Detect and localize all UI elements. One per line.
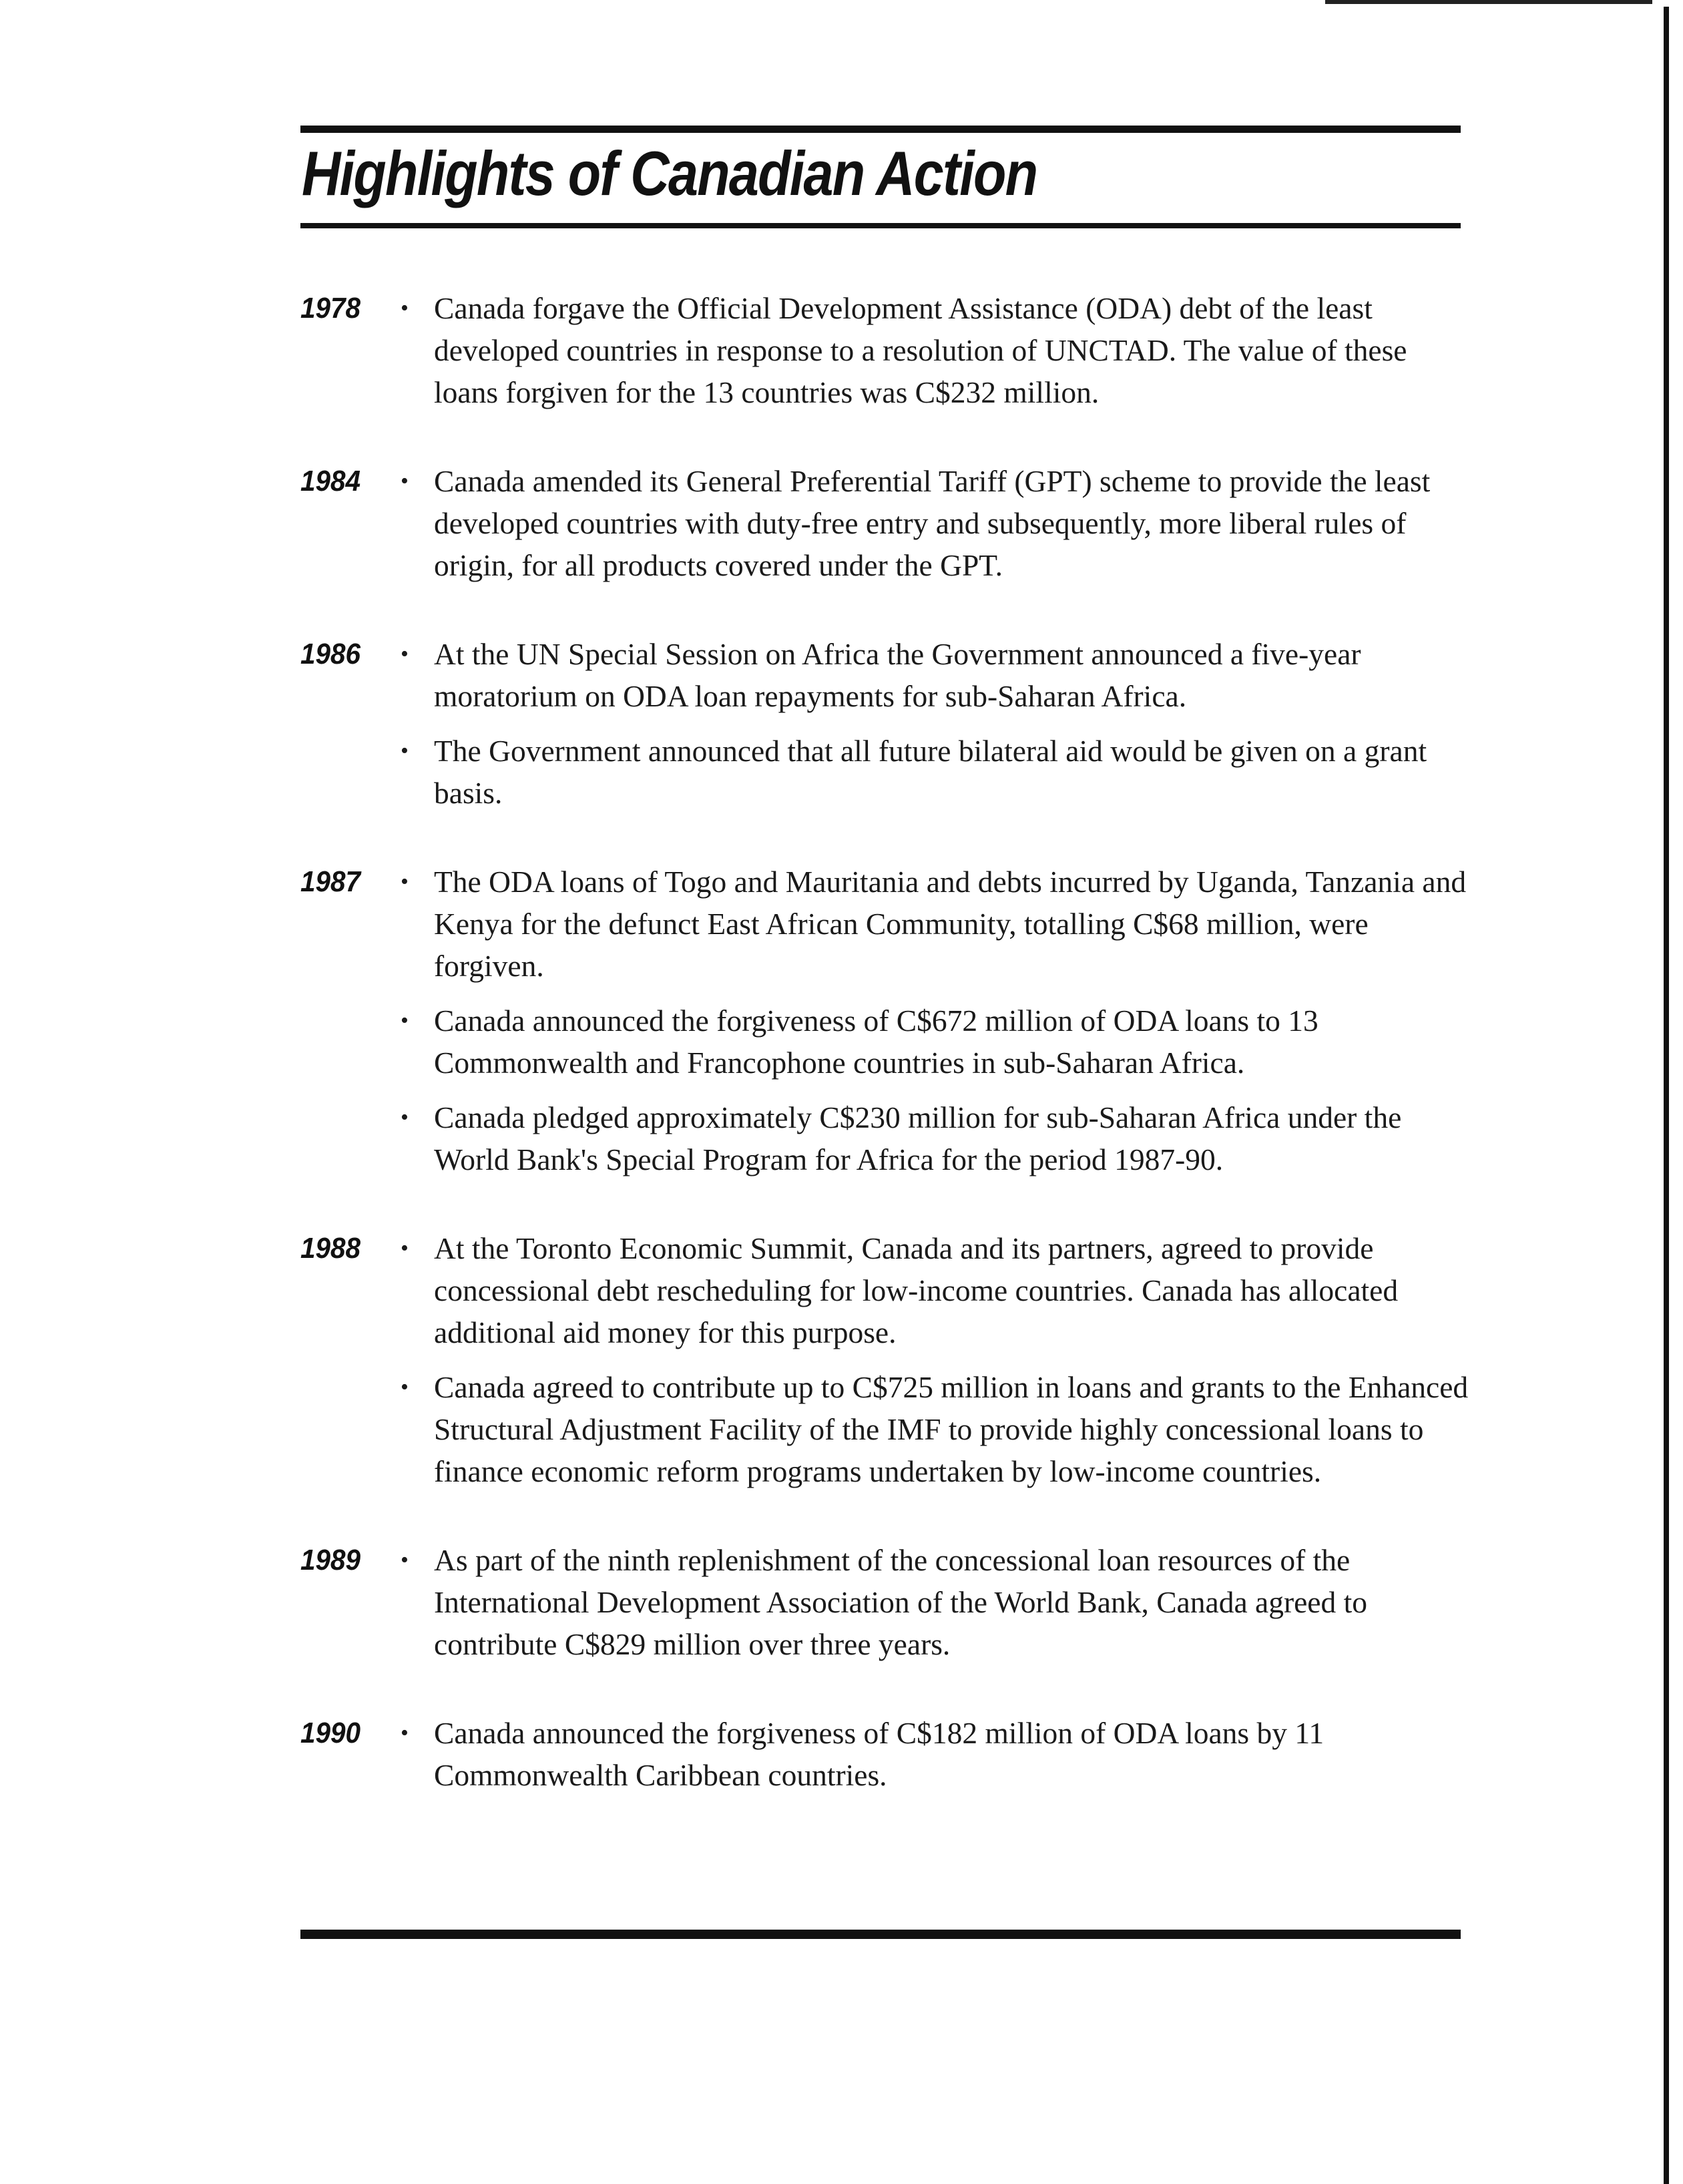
item-text: Canada amended its General Preferential Tariff (GPT) scheme to provide the least developed countries with duty-free entry and subsequently, more liberal rules of origin, for all products covered under the GPT. (434, 464, 1431, 582)
year-items-list (401, 1539, 1475, 1665)
bullet-icon: • (401, 1548, 409, 1572)
year-label: 1988 (300, 1232, 361, 1265)
item-text: The ODA loans of Togo and Mauritania and debts incurred by Uganda, Tanzania and Kenya for the defunct East African Community, totalling C$68 million, were forgiven. (434, 865, 1467, 983)
year-items-list (401, 861, 1475, 1180)
item-text: The Government announced that all future bilateral aid would be given on a grant basis. (434, 734, 1427, 810)
list-item (401, 861, 1475, 987)
bullet-icon: • (401, 296, 409, 320)
bullet-icon: • (401, 642, 409, 666)
bullet-icon: • (401, 1008, 409, 1033)
list-item (401, 730, 1475, 814)
item-text: As part of the ninth replenishment of the concessional loan resources of the International Development Association of the World Bank, Canada agreed to contribute C$829 million over three years. (434, 1543, 1368, 1661)
list-item (401, 1227, 1475, 1353)
year-block-1986 (300, 633, 1475, 814)
list-item (401, 287, 1475, 413)
scan-edge-top (1325, 0, 1652, 4)
year-block-1988 (300, 1227, 1475, 1492)
item-text: Canada announced the forgiveness of C$672 million of ODA loans to 13 Commonwealth and Francophone countries in sub-Saharan Africa. (434, 1004, 1318, 1080)
item-text: Canada announced the forgiveness of C$182 million of ODA loans by 11 Commonwealth Caribbean countries. (434, 1716, 1325, 1792)
bullet-icon: • (401, 469, 409, 493)
item-text: At the Toronto Economic Summit, Canada and its partners, agreed to provide concessional debt rescheduling for low-income countries. Canada has allocated additional aid money for this purpose. (434, 1231, 1399, 1349)
year-label: 1990 (300, 1717, 361, 1749)
year-block-1987 (300, 861, 1475, 1180)
bullet-icon: • (401, 738, 409, 763)
year-block-1984 (300, 460, 1475, 586)
year-block-1978 (300, 287, 1475, 413)
year-label: 1984 (300, 465, 361, 497)
list-item (401, 1366, 1475, 1492)
bullet-icon: • (401, 869, 409, 894)
item-text: Canada forgave the Official Development Assistance (ODA) debt of the least developed countries in response to a resolution of UNCTAD. The value of these loans forgiven for the 13 countries was C$232 million. (434, 291, 1407, 409)
year-items-list (401, 1712, 1475, 1796)
list-item (401, 633, 1475, 717)
list-item (401, 1539, 1475, 1665)
year-label: 1978 (300, 292, 361, 324)
list-item (401, 460, 1475, 586)
bullet-icon: • (401, 1375, 409, 1399)
year-label: 1989 (300, 1544, 361, 1576)
year-block-1989 (300, 1539, 1475, 1665)
year-items-list (401, 633, 1475, 814)
item-text: Canada agreed to contribute up to C$725 million in loans and grants to the Enhanced Structural Adjustment Facility of the IMF to provide highly concessional loans to finance economic reform programs undertaken by low-income countries. (434, 1370, 1469, 1488)
title-rule-bottom (300, 223, 1461, 228)
list-item (401, 1000, 1475, 1084)
bullet-icon: • (401, 1105, 409, 1130)
footer-rule (300, 1930, 1461, 1939)
timeline (300, 287, 1475, 1843)
year-block-1990 (300, 1712, 1475, 1796)
list-item (401, 1096, 1475, 1180)
bullet-icon: • (401, 1236, 409, 1261)
year-items-list (401, 1227, 1475, 1492)
item-text: At the UN Special Session on Africa the Government announced a five-year moratorium on ODA loan repayments for sub-Saharan Africa. (434, 637, 1361, 713)
year-items-list (401, 460, 1475, 586)
item-text: Canada pledged approximately C$230 million for sub-Saharan Africa under the World Bank's Special Program for Africa for the period 1987-90. (434, 1100, 1402, 1176)
list-item (401, 1712, 1475, 1796)
year-label: 1986 (300, 638, 361, 670)
page-title: Highlights of Canadian Action (302, 138, 1037, 208)
year-items-list (401, 287, 1475, 413)
scan-edge-right (1664, 7, 1669, 2184)
title-rule-top (300, 126, 1461, 133)
bullet-icon: • (401, 1721, 409, 1745)
year-label: 1987 (300, 865, 361, 898)
